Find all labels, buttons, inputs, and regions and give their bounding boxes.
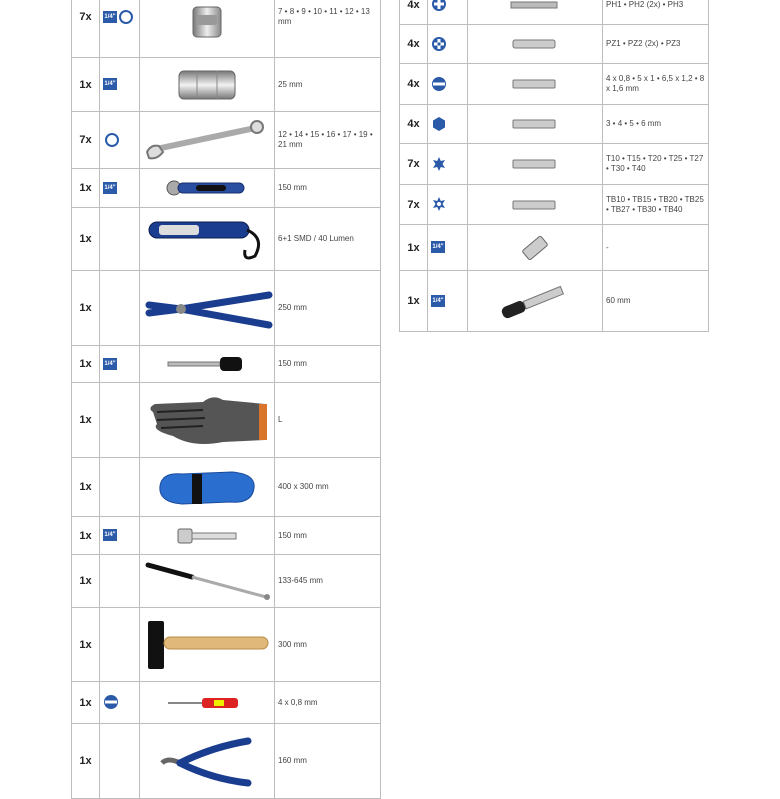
ratchet-icon xyxy=(140,169,275,208)
quantity: 1x xyxy=(72,608,100,682)
quantity: 1x xyxy=(72,555,100,608)
hex-icon xyxy=(431,116,447,132)
description: 300 mm xyxy=(275,608,381,682)
description: 6+1 SMD / 40 Lumen xyxy=(275,208,381,271)
slotted-icon xyxy=(431,76,447,92)
quantity: 4x xyxy=(400,0,428,25)
symbol-cell xyxy=(428,225,468,271)
symbol-cell xyxy=(428,144,468,185)
description: - xyxy=(603,225,709,271)
description: 400 x 300 mm xyxy=(275,458,381,517)
symbol-cell xyxy=(100,208,140,271)
description: 4 x 0,8 mm xyxy=(275,682,381,724)
table-row xyxy=(400,105,709,144)
description: 250 mm xyxy=(275,271,381,346)
description: 25 mm xyxy=(275,58,381,112)
quantity: 7x xyxy=(72,112,100,169)
voltage-tester-icon xyxy=(140,682,275,724)
bit-icon xyxy=(468,0,603,25)
table-row xyxy=(72,608,381,682)
bit-icon xyxy=(468,25,603,64)
quantity: 1x xyxy=(72,169,100,208)
description: 7 • 8 • 9 • 10 • 11 • 12 • 13 mm xyxy=(275,0,381,58)
symbol-cell xyxy=(100,608,140,682)
symbol-cell xyxy=(428,185,468,225)
phillips-icon xyxy=(431,0,447,12)
symbol-cell xyxy=(428,105,468,144)
quantity: 1x xyxy=(400,271,428,332)
quantity: 4x xyxy=(400,64,428,105)
table-row xyxy=(72,458,381,517)
description: PH1 • PH2 (2x) • PH3 xyxy=(603,0,709,25)
table-row xyxy=(400,0,709,25)
symbol-cell xyxy=(428,0,468,25)
quarter-inch-drive-icon: 1/4" xyxy=(431,295,445,307)
combination-wrench-icon xyxy=(140,112,275,169)
table-row xyxy=(72,682,381,724)
symbol-cell xyxy=(428,271,468,332)
table-row xyxy=(72,169,381,208)
symbol-cell xyxy=(100,517,140,555)
symbol-cell xyxy=(428,64,468,105)
description: PZ1 • PZ2 (2x) • PZ3 xyxy=(603,25,709,64)
table-row xyxy=(72,724,381,799)
table-row xyxy=(400,185,709,225)
quantity: 1x xyxy=(400,225,428,271)
water-pump-pliers-icon xyxy=(140,271,275,346)
table-row xyxy=(400,25,709,64)
quantity: 1x xyxy=(72,383,100,458)
table-row xyxy=(72,58,381,112)
quantity: 1x xyxy=(72,682,100,724)
description: 150 mm xyxy=(275,169,381,208)
quantity: 1x xyxy=(72,517,100,555)
side-cutter-icon xyxy=(140,724,275,799)
work-light-icon xyxy=(140,208,275,271)
quarter-inch-drive-icon: 1/4" xyxy=(103,182,117,194)
table-row xyxy=(72,208,381,271)
description: 150 mm xyxy=(275,346,381,383)
table-row xyxy=(400,225,709,271)
bit-icon xyxy=(468,185,603,225)
bag-icon xyxy=(140,458,275,517)
quarter-inch-drive-icon: 1/4" xyxy=(103,11,117,23)
quantity: 4x xyxy=(400,25,428,64)
torx-tamper-icon xyxy=(431,196,447,212)
table-row xyxy=(400,64,709,105)
quantity: 1x xyxy=(72,271,100,346)
description: 150 mm xyxy=(275,517,381,555)
bit-adapter-icon xyxy=(468,225,603,271)
torx-icon xyxy=(431,156,447,172)
quick-release-bit-holder-icon xyxy=(468,271,603,332)
description: 160 mm xyxy=(275,724,381,799)
symbol-cell xyxy=(100,58,140,112)
bit-icon xyxy=(468,105,603,144)
symbol-cell xyxy=(100,0,140,58)
symbol-cell xyxy=(428,25,468,64)
table-row xyxy=(400,144,709,185)
bit-icon xyxy=(468,64,603,105)
symbol-cell xyxy=(100,458,140,517)
description: 4 x 0,8 • 5 x 1 • 6,5 x 1,2 • 8 x 1,6 mm xyxy=(603,64,709,105)
symbol-cell xyxy=(100,346,140,383)
symbol-cell xyxy=(100,169,140,208)
table-row xyxy=(72,383,381,458)
slotted-icon xyxy=(103,694,119,710)
ring-icon xyxy=(119,10,133,24)
quantity: 7x xyxy=(400,185,428,225)
table-row xyxy=(400,271,709,332)
description: 133-645 mm xyxy=(275,555,381,608)
quantity: 7x xyxy=(72,0,100,58)
quarter-inch-drive-icon: 1/4" xyxy=(431,241,445,253)
quarter-inch-drive-icon: 1/4" xyxy=(103,358,117,370)
description: TB10 • TB15 • TB20 • TB25 • TB27 • TB30 • TB40 xyxy=(603,185,709,225)
magnetic-pickup-icon xyxy=(140,555,275,608)
table-row xyxy=(72,555,381,608)
right-parts-table xyxy=(399,0,709,332)
quantity: 1x xyxy=(72,58,100,112)
quarter-inch-drive-icon: 1/4" xyxy=(103,529,117,541)
bit-icon xyxy=(468,144,603,185)
table-row xyxy=(72,0,381,58)
socket-adapter-icon xyxy=(140,58,275,112)
screwdriver-handle-icon xyxy=(140,346,275,383)
symbol-cell xyxy=(100,112,140,169)
description: T10 • T15 • T20 • T25 • T27 • T30 • T40 xyxy=(603,144,709,185)
symbol-cell xyxy=(100,383,140,458)
table-row xyxy=(72,112,381,169)
symbol-cell xyxy=(100,724,140,799)
symbol-cell xyxy=(100,555,140,608)
extension-bar-icon xyxy=(140,517,275,555)
table-row xyxy=(72,517,381,555)
description: 60 mm xyxy=(603,271,709,332)
table-row xyxy=(72,346,381,383)
quantity: 1x xyxy=(72,724,100,799)
quarter-inch-drive-icon: 1/4" xyxy=(103,78,117,90)
left-parts-table xyxy=(71,0,381,799)
ring-icon xyxy=(105,133,119,147)
quantity: 1x xyxy=(72,458,100,517)
symbol-cell xyxy=(100,682,140,724)
quantity: 1x xyxy=(72,208,100,271)
description: 3 • 4 • 5 • 6 mm xyxy=(603,105,709,144)
pozidriv-icon xyxy=(431,36,447,52)
hammer-icon xyxy=(140,608,275,682)
description: L xyxy=(275,383,381,458)
description: 12 • 14 • 15 • 16 • 17 • 19 • 21 mm xyxy=(275,112,381,169)
quantity: 7x xyxy=(400,144,428,185)
work-glove-icon xyxy=(140,383,275,458)
quantity: 1x xyxy=(72,346,100,383)
quantity: 4x xyxy=(400,105,428,144)
table-row xyxy=(72,271,381,346)
symbol-cell xyxy=(100,271,140,346)
socket-icon xyxy=(140,0,275,58)
